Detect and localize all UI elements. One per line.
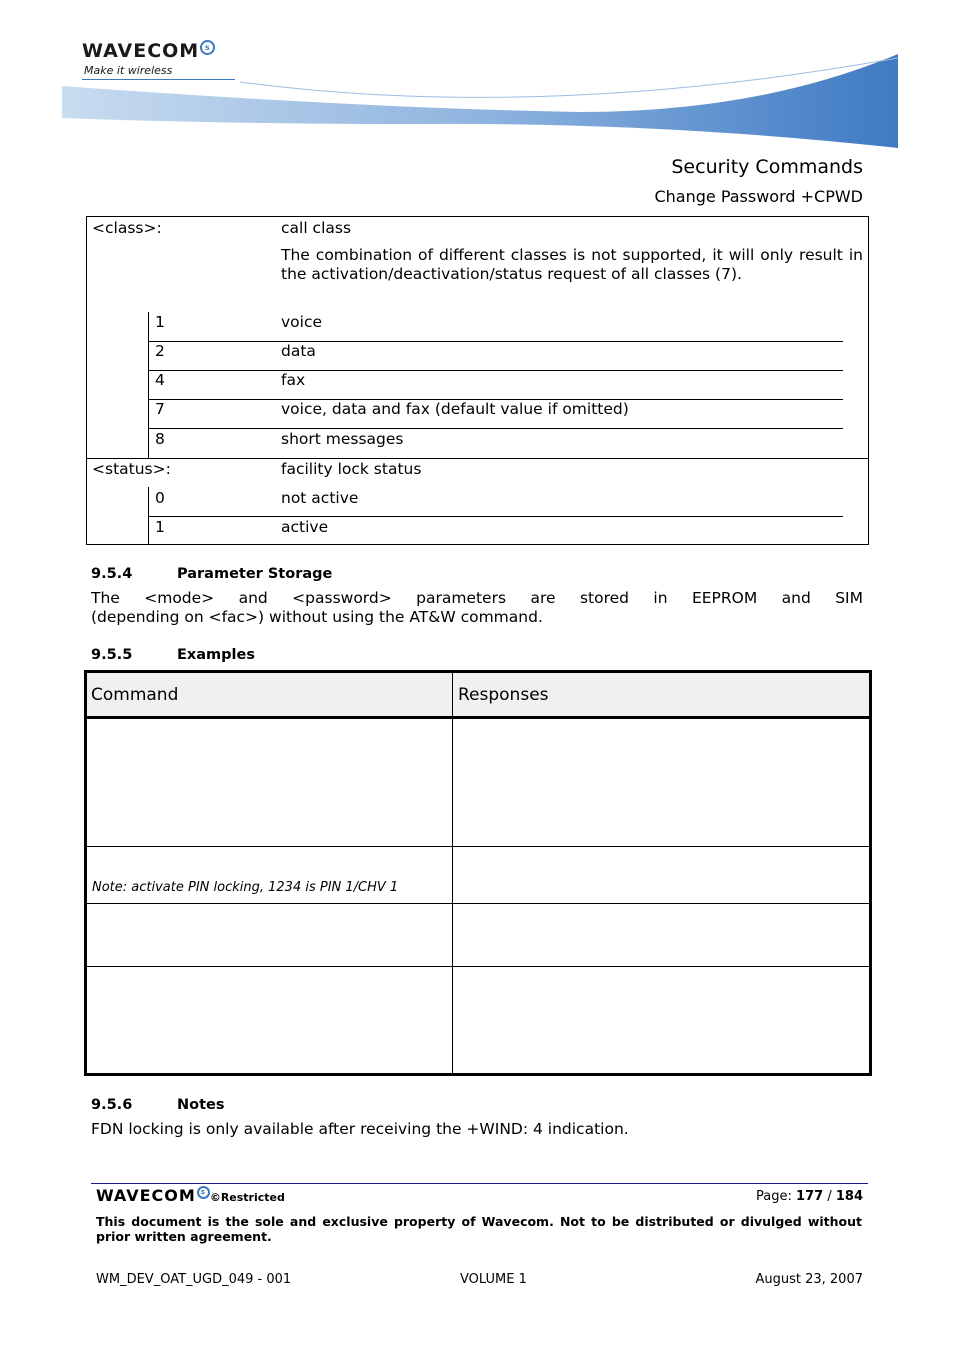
class-value-code: 8 [155, 430, 165, 448]
row-divider [148, 516, 843, 517]
tagline: Make it wireless [84, 64, 173, 77]
page-total: 184 [835, 1189, 863, 1204]
logo-swirl-icon: s [200, 40, 215, 55]
section-divider [87, 458, 868, 459]
class-label: <class>: [92, 219, 162, 237]
row-divider [148, 370, 843, 371]
storage-line-1: The <mode> and <password> parameters are stored in EEPROM and SIM [91, 589, 863, 607]
notes-heading-title: Notes [177, 1097, 225, 1113]
disclaimer-line-2: prior written agreement. [96, 1229, 272, 1244]
class-value-code: 1 [155, 313, 165, 331]
page-separator: / [827, 1189, 832, 1204]
status-value-code: 0 [155, 489, 165, 507]
column-header-command: Command [91, 685, 179, 705]
document-date: August 23, 2007 [755, 1272, 863, 1287]
footer-logo-swirl-icon: s [197, 1186, 210, 1199]
class-value-desc: voice [281, 313, 323, 331]
footer-rule [91, 1183, 868, 1184]
storage-line-2: (depending on <fac>) without using the AT&W command. [91, 608, 543, 626]
row-divider [87, 903, 869, 904]
class-note: The combination of different classes is not supported, it will only result in the activation/deactivation/status request of all classes (7). [281, 246, 863, 283]
header-wave-banner [60, 52, 900, 148]
status-value-code: 1 [155, 518, 165, 536]
status-value-desc: not active [281, 489, 359, 507]
notes-text: FDN locking is only available after receiving the +WIND: 4 indication. [91, 1120, 629, 1138]
page-label: Page: [756, 1189, 792, 1204]
row-divider [87, 846, 869, 847]
status-value-desc: active [281, 518, 329, 536]
class-values-divider [148, 312, 149, 459]
class-description: call class [281, 219, 352, 237]
class-value-desc: data [281, 342, 316, 360]
footer-logo-text: WAVECOM [96, 1186, 196, 1205]
examples-heading-title: Examples [177, 647, 255, 663]
section-title: Security Commands [671, 156, 863, 178]
examples-table-header [87, 673, 869, 719]
section-subtitle: Change Password +CPWD [654, 187, 863, 206]
status-label: <status>: [92, 460, 171, 478]
examples-table [84, 670, 872, 1076]
class-value-code: 7 [155, 400, 165, 418]
example-note: Note: activate PIN locking, 1234 is PIN 1/CHV 1 [92, 880, 399, 895]
logo-text: WAVECOM [82, 40, 200, 62]
column-divider [452, 673, 453, 1073]
parameter-table [86, 216, 869, 545]
class-value-desc: short messages [281, 430, 404, 448]
column-header-responses: Responses [458, 685, 549, 705]
volume-label: VOLUME 1 [460, 1272, 527, 1287]
page-current: 177 [796, 1189, 824, 1204]
storage-heading-number: 9.5.4 [91, 566, 133, 582]
page-number [756, 1189, 863, 1204]
footer-logo [96, 1186, 285, 1205]
class-value-desc: voice, data and fax (default value if omitted) [281, 400, 629, 418]
row-divider [87, 966, 869, 967]
storage-heading-title: Parameter Storage [177, 566, 333, 582]
document-id: WM_DEV_OAT_UGD_049 - 001 [96, 1272, 292, 1287]
row-divider [148, 341, 843, 342]
notes-heading-number: 9.5.6 [91, 1097, 133, 1113]
status-description: facility lock status [281, 460, 422, 478]
disclaimer-line-1: This document is the sole and exclusive property of Wavecom. Not to be distributed or divulged without [96, 1214, 862, 1229]
restricted-label: ©Restricted [209, 1191, 285, 1204]
class-value-code: 4 [155, 371, 165, 389]
row-divider [148, 428, 843, 429]
examples-heading-number: 9.5.5 [91, 647, 133, 663]
class-value-desc: fax [281, 371, 306, 389]
class-value-code: 2 [155, 342, 165, 360]
